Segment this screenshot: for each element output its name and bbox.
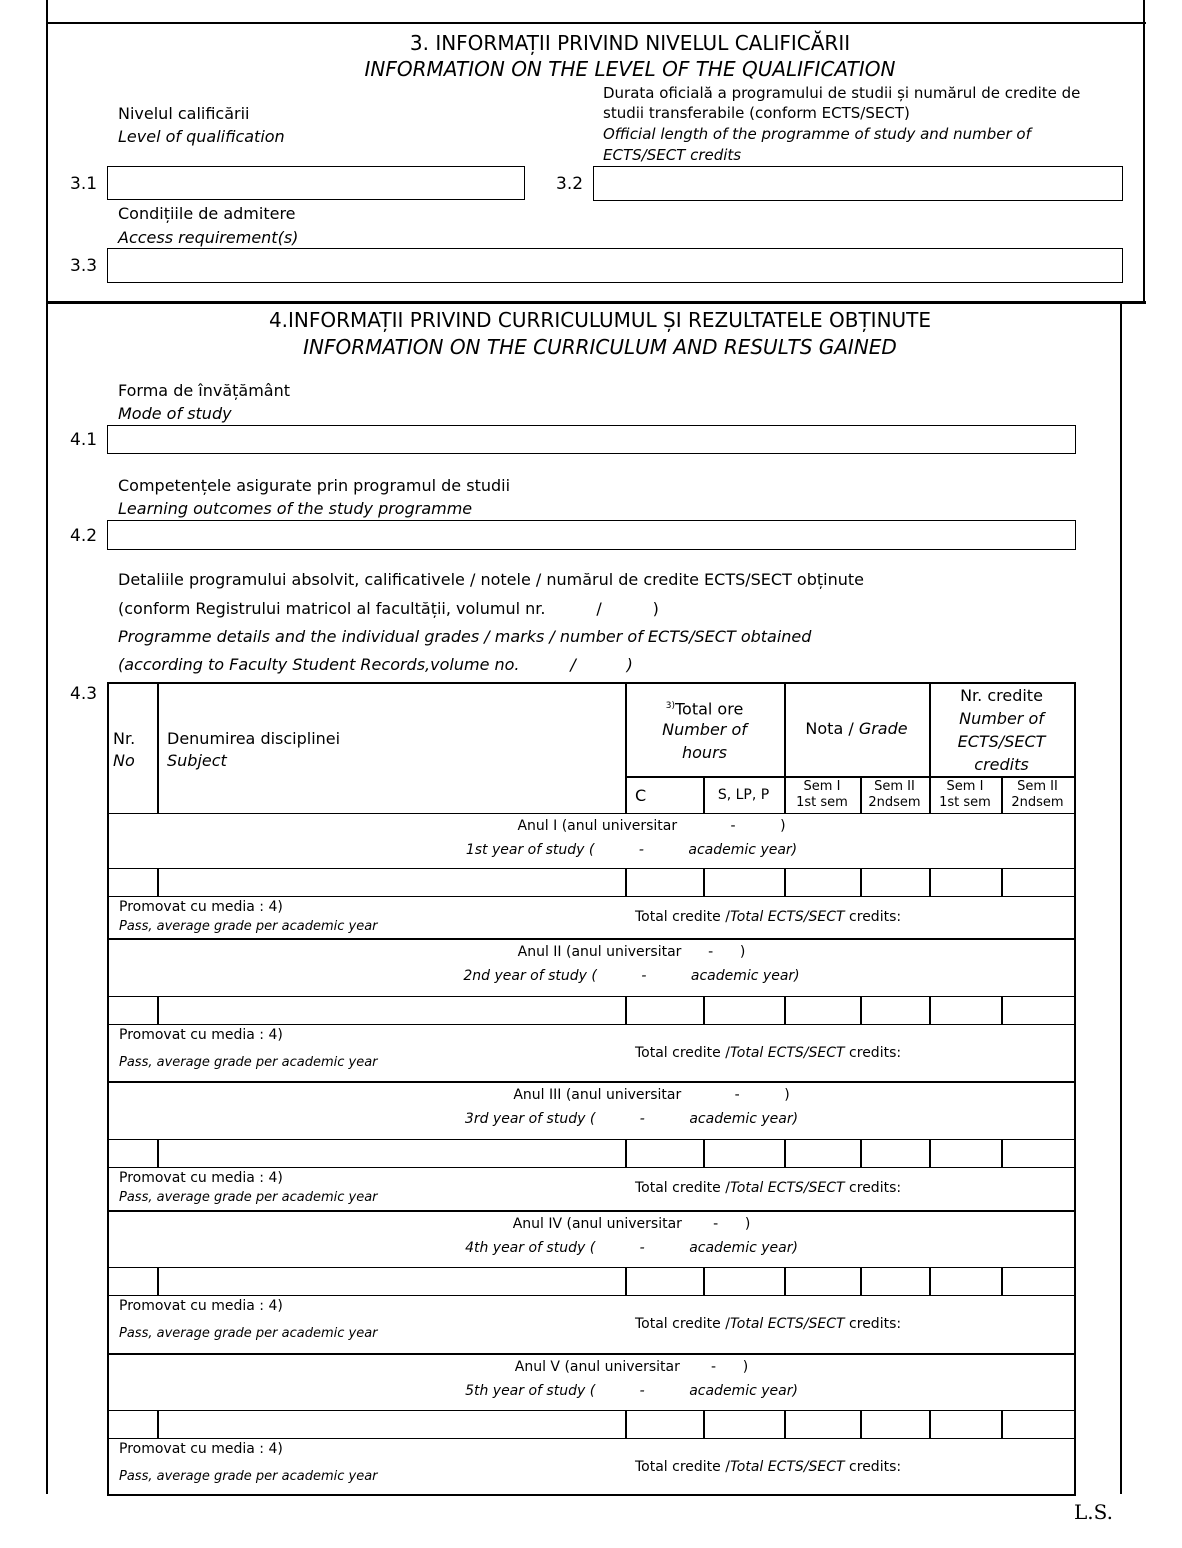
year-2-pass-en: Pass, average grade per academic year (119, 1055, 378, 1070)
year-1-pass-en: Pass, average grade per academic year (119, 919, 378, 934)
field32-label-en-1: Official length of the programme of study and number of (603, 125, 1031, 143)
section3-title-en: INFORMATION ON THE LEVEL OF THE QUALIFICATION (364, 57, 896, 81)
field32-label-ro-2: studii transferabile (conform ECTS/SECT) (603, 104, 910, 122)
field33-number: 3.3 (70, 256, 98, 276)
header-grade-sem1: Sem I (803, 779, 841, 794)
header-subject-en: Subject (167, 751, 227, 770)
year-5-label-en: 5th year of study ( - academic year) (465, 1383, 798, 1399)
section3-title-ro: 3. INFORMAȚII PRIVIND NIVELUL CALIFICĂRII (409, 31, 851, 55)
year-5-pass-ro: Promovat cu media : 4) (119, 1441, 283, 1457)
field33-input[interactable] (107, 248, 1123, 283)
field31-label-ro: Nivelul calificării (118, 104, 250, 123)
year-1-total-credits: Total credite /Total ECTS/SECT credits: (635, 909, 902, 925)
field41-number: 4.1 (70, 430, 98, 450)
year-2-label-en: 2nd year of study ( - academic year) (463, 968, 800, 984)
header-hours-en-2: hours (682, 743, 727, 762)
section3-top-border (46, 22, 1146, 24)
year-4-label-en: 4th year of study ( - academic year) (465, 1240, 798, 1256)
header-credits-en-3: credits (974, 755, 1029, 774)
section4-title-en: INFORMATION ON THE CURRICULUM AND RESULTS GAINED (303, 335, 897, 359)
year-3-subject-row[interactable] (109, 1139, 1074, 1167)
field43-line1: Detaliile programului absolvit, calificativele / notele / numărul de credite ECTS/SECT obținute (118, 570, 864, 589)
year-2-header (109, 938, 1074, 996)
field33-label-ro: Condițiile de admitere (118, 204, 296, 223)
year-4-pass-ro: Promovat cu media : 4) (119, 1298, 283, 1314)
header-hours-en-1: Number of (662, 720, 747, 739)
seal-label: L.S. (1074, 1500, 1113, 1524)
year-5-label-ro: Anul V (anul universitar - ) (514, 1359, 749, 1375)
year-3-pass-en: Pass, average grade per academic year (119, 1190, 378, 1205)
field32-number: 3.2 (556, 174, 584, 194)
field42-number: 4.2 (70, 526, 98, 546)
header-no: No (113, 751, 135, 770)
field42-label-ro: Competențele asigurate prin programul de studii (118, 476, 511, 495)
year-1-header (109, 813, 1074, 868)
year-3-header (109, 1081, 1074, 1139)
header-slp: S, LP, P (717, 787, 770, 803)
year-3-summary (109, 1167, 1074, 1210)
section3-right-border (1143, 0, 1145, 304)
header-credits-en-2: ECTS/SECT (957, 732, 1046, 751)
year-4-total-credits: Total credite /Total ECTS/SECT credits: (635, 1316, 902, 1332)
field32-label-en-2: ECTS/SECT credits (603, 146, 742, 164)
year-2-total-credits: Total credite /Total ECTS/SECT credits: (635, 1045, 902, 1061)
year-3-label-en: 3rd year of study ( - academic year) (464, 1111, 799, 1127)
year-4-label-ro: Anul IV (anul universitar - ) (512, 1216, 751, 1232)
year-1-summary (109, 896, 1074, 938)
field41-input[interactable] (107, 425, 1076, 454)
header-nr: Nr. (113, 729, 136, 748)
header-c: C (635, 786, 647, 805)
field43-line3: Programme details and the individual grades / marks / number of ECTS/SECT obtained (118, 627, 812, 646)
year-5-header (109, 1353, 1074, 1410)
year-5-summary (109, 1438, 1074, 1494)
field41-label-en: Mode of study (118, 404, 232, 423)
header-credits-ro: Nr. credite (960, 686, 1043, 705)
header-credits-sem2-en: 2ndsem (1011, 795, 1064, 810)
field41-label-ro: Forma de învățământ (118, 381, 291, 400)
year-2-subject-row[interactable] (109, 996, 1074, 1024)
header-grade-sem1-en: 1st sem (796, 795, 848, 810)
year-3-pass-ro: Promovat cu media : 4) (119, 1170, 283, 1186)
field31-input[interactable] (107, 166, 525, 200)
year-2-label-ro: Anul II (anul universitar - ) (517, 944, 746, 960)
year-4-pass-en: Pass, average grade per academic year (119, 1326, 378, 1341)
left-page-border (46, 0, 48, 1494)
year-5-subject-row[interactable] (109, 1410, 1074, 1438)
year-5-pass-en: Pass, average grade per academic year (119, 1469, 378, 1484)
field32-label-ro-1: Durata oficială a programului de studii și numărul de credite de (603, 84, 1081, 102)
year-4-header (109, 1210, 1074, 1267)
field42-input[interactable] (107, 520, 1076, 550)
field31-number: 3.1 (70, 174, 98, 194)
year-3-label-ro: Anul III (anul universitar - ) (513, 1087, 790, 1103)
header-grade-sem2-en: 2ndsem (868, 795, 921, 810)
field43-number: 4.3 (70, 684, 98, 704)
year-1-label-ro: Anul I (anul universitar - ) (517, 818, 786, 834)
field43-line2: (conform Registrului matricol al facultății, volumul nr. / ) (118, 599, 659, 618)
section4-right-border (1120, 304, 1122, 1494)
header-subject-ro: Denumirea disciplinei (167, 729, 341, 748)
year-1-label-en: 1st year of study ( - academic year) (465, 842, 798, 858)
year-2-pass-ro: Promovat cu media : 4) (119, 1027, 283, 1043)
header-grade: Nota / Grade (805, 719, 908, 738)
curriculum-table (107, 682, 1076, 1496)
year-4-summary (109, 1295, 1074, 1353)
year-1-pass-ro: Promovat cu media : 4) (119, 899, 283, 915)
header-hours-ro: $^{3)}$Total ore (665, 699, 744, 719)
section3-bottom-border (46, 301, 1146, 304)
year-2-summary (109, 1024, 1074, 1081)
field33-label-en: Access requirement(s) (118, 228, 299, 247)
field43-line4: (according to Faculty Student Records,volume no. / ) (118, 655, 633, 674)
field31-label-en: Level of qualification (118, 127, 285, 146)
header-credits-sem2: Sem II (1017, 779, 1058, 794)
year-1-subject-row[interactable] (109, 868, 1074, 896)
year-4-subject-row[interactable] (109, 1267, 1074, 1295)
header-credits-en-1: Number of (959, 709, 1044, 728)
field32-input[interactable] (593, 166, 1123, 201)
year-3-total-credits: Total credite /Total ECTS/SECT credits: (635, 1180, 902, 1196)
year-5-total-credits: Total credite /Total ECTS/SECT credits: (635, 1459, 902, 1475)
section4-title-ro: 4.INFORMAȚII PRIVIND CURRICULUMUL ȘI REZULTATELE OBȚINUTE (268, 308, 932, 332)
header-grade-sem2: Sem II (874, 779, 915, 794)
header-credits-sem1: Sem I (946, 779, 984, 794)
header-credits-sem1-en: 1st sem (939, 795, 991, 810)
field42-label-en: Learning outcomes of the study programme (118, 499, 473, 518)
